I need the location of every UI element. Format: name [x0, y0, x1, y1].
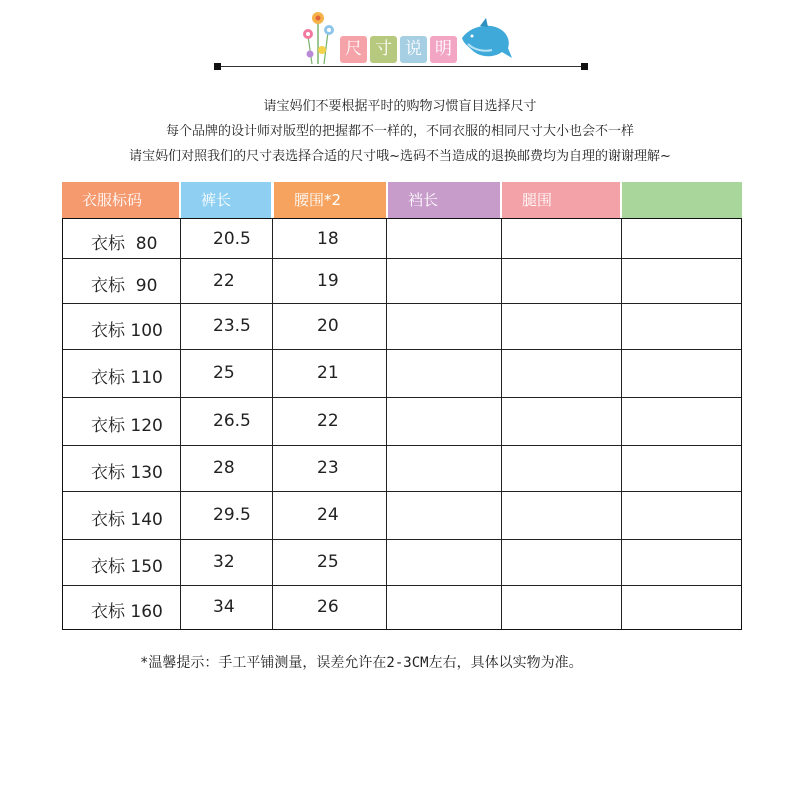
row-divider — [63, 303, 741, 304]
row-divider — [63, 349, 741, 350]
column-header-waist: 腰围*2 — [274, 182, 386, 218]
waist-value-cell: 22 — [317, 411, 339, 431]
row-divider — [63, 397, 741, 398]
length-value-cell: 28 — [213, 458, 235, 478]
table-body — [62, 218, 742, 630]
size-label-cell: 衣标 120 — [91, 416, 163, 436]
table-row — [63, 397, 741, 445]
intro-line-2: 每个品牌的设计师对版型的把握都不一样的，不同衣服的相同尺寸大小也会不一样 — [165, 124, 634, 139]
flower-decoration-icon — [298, 6, 338, 66]
intro-line-1: 请宝妈们不要根据平时的购物习惯盲目选择尺寸 — [263, 99, 537, 114]
row-divider — [63, 445, 741, 446]
column-header-size: 衣服标码 — [62, 182, 179, 218]
size-label-cell: 衣标 80 — [91, 234, 158, 254]
table-row — [63, 349, 741, 397]
length-value-cell: 20.5 — [213, 229, 251, 249]
table-row — [63, 303, 741, 349]
waist-value-cell: 18 — [317, 229, 339, 249]
table-row — [63, 585, 741, 629]
table-row — [63, 539, 741, 585]
length-value-cell: 23.5 — [213, 316, 251, 336]
row-divider — [63, 539, 741, 540]
column-header-thigh: 腿围 — [502, 182, 620, 218]
row-divider — [63, 258, 741, 259]
length-value-cell: 29.5 — [213, 505, 251, 525]
size-label-cell: 衣标 150 — [91, 557, 163, 577]
title-char: 明 — [430, 36, 457, 63]
title-char: 尺 — [340, 36, 367, 63]
size-label-cell: 衣标 140 — [91, 510, 163, 530]
table-header — [62, 182, 742, 218]
waist-value-cell: 26 — [317, 597, 339, 617]
waist-value-cell: 20 — [317, 316, 339, 336]
size-label-cell: 衣标 90 — [91, 276, 158, 296]
row-divider — [63, 491, 741, 492]
size-tip-note: *温馨提示：手工平铺测量，误差允许在2-3CM左右，具体以实物为准。 — [140, 655, 583, 671]
title-char: 寸 — [370, 36, 397, 63]
column-header-rise: 裆长 — [388, 182, 500, 218]
dolphin-icon — [458, 18, 514, 64]
length-value-cell: 25 — [213, 363, 235, 383]
table-row — [63, 491, 741, 539]
size-label-cell: 衣标 110 — [91, 368, 163, 388]
intro-line-3: 请宝妈们对照我们的尺寸表选择合适的尺寸哦~选码不当造成的退换邮费均为自理的谢谢理解~ — [129, 149, 671, 164]
column-header-length: 裤长 — [181, 182, 271, 218]
length-value-cell: 22 — [213, 271, 235, 291]
title-char: 说 — [400, 36, 427, 63]
size-label-cell: 衣标 130 — [91, 463, 163, 483]
waist-value-cell: 23 — [317, 458, 339, 478]
divider-dot-right — [581, 63, 588, 70]
length-value-cell: 34 — [213, 597, 235, 617]
waist-value-cell: 25 — [317, 552, 339, 572]
table-row — [63, 445, 741, 491]
size-label-cell: 衣标 100 — [91, 321, 163, 341]
length-value-cell: 32 — [213, 552, 235, 572]
length-value-cell: 26.5 — [213, 411, 251, 431]
size-label-cell: 衣标 160 — [91, 602, 163, 622]
header-divider — [217, 66, 585, 67]
column-header-blank — [622, 182, 742, 218]
waist-value-cell: 19 — [317, 271, 339, 291]
row-divider — [63, 585, 741, 586]
waist-value-cell: 21 — [317, 363, 339, 383]
table-row — [63, 219, 741, 258]
divider-dot-left — [214, 63, 221, 70]
table-row — [63, 258, 741, 303]
waist-value-cell: 24 — [317, 505, 339, 525]
